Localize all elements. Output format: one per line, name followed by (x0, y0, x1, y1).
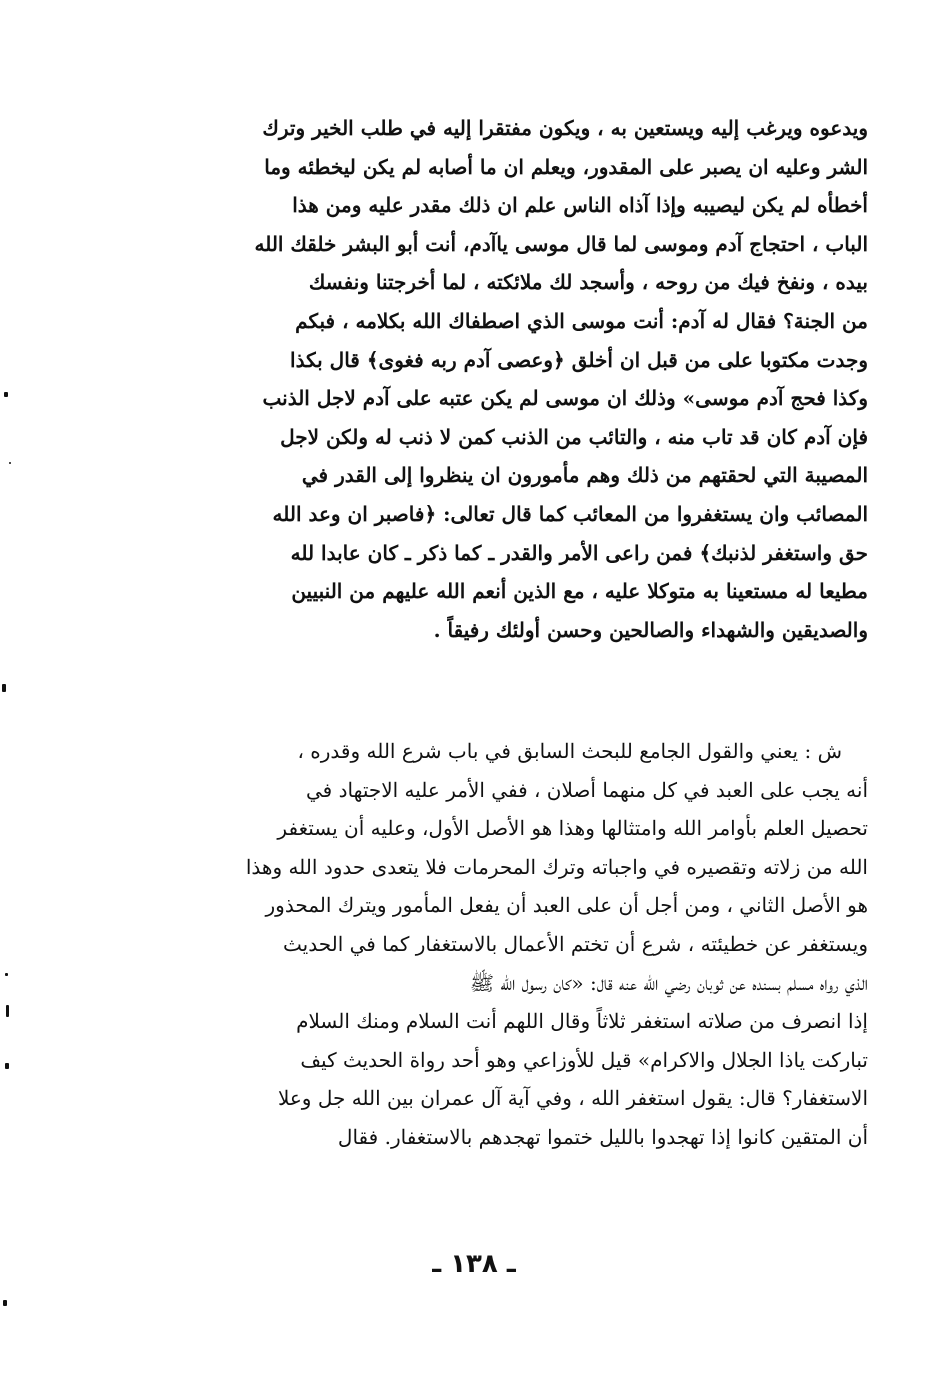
text-line: الاستغفار؟ قال: يقول استغفر الله ، وفي آية آل عمران بين الله جل وعلا (277, 1086, 868, 1111)
scan-mark (5, 973, 8, 976)
text-line: وكذا فحج آدم موسى» وذلك ان موسى لم يكن عتبه على آدم لاجل الذنب (262, 386, 868, 411)
text-line: فإن آدم كان قد تاب منه ، والتائب من الذنب كمن لا ذنب له ولكن لاجل (280, 424, 868, 449)
text-line: تحصيل العلم بأوامر الله وامتثالها وهذا هو الأصل الأول، وعليه أن يستغفر (277, 816, 868, 841)
text-line: الشر وعليه ان يصبر على المقدور، ويعلم ان ما أصابه لم يكن ليخطئه وما (264, 154, 868, 179)
scan-mark (6, 1005, 9, 1017)
text-line: من الجنة؟ فقال له آدم: أنت موسى الذي اصطفاك الله بكلامه ، فبكم (295, 308, 868, 333)
text-line: ش : يعني والقول الجامع للبحث السابق في باب شرع الله وقدره ، (297, 739, 842, 763)
text-line: والصديقين والشهداء والصالحين وحسن أولئك رفيقاً . (433, 617, 868, 642)
text-line: هو الأصل الثاني ، ومن أجل أن على العبد أن يفعل المأمور ويترك المحذور (265, 893, 868, 918)
page-number: ـ ١٣٨ ـ (432, 1249, 516, 1279)
scan-mark (4, 392, 8, 397)
text-line: الباب ، احتجاج آدم وموسى لما قال موسى ياآدم، أنت أبو البشر خلقك الله (254, 231, 868, 256)
text-line: حق واستغفر لذنبك﴾ فمن راعى الأمر والقدر ـ كما ذكر ـ كان عابدا لله (290, 540, 868, 565)
text-line: مطيعا له مستعينا به متوكلا عليه ، مع الذين أنعم الله عليهم من النبيين (291, 579, 868, 604)
paragraph-commentary (150, 732, 868, 1157)
scan-mark (5, 1063, 9, 1069)
text-line: الله من زلاته وتقصيره في واجباته وترك المحرمات فلا يتعدى حدود الله وهذا (245, 854, 868, 879)
text-line: وجدت مكتوبا على من قبل ان أخلق ﴿وعصى آدم ربه فغوى﴾ قال بكذا (290, 347, 868, 372)
text-line: المصيبة التي لحقتهم من ذلك وهم مأمورون ان ينظروا إلى القدر في (301, 463, 868, 488)
scan-mark (3, 1300, 7, 1306)
text-line: أخطأه لم يكن ليصيبه وإذا آذاه الناس علم ان ذلك مقدر عليه ومن هذا (292, 193, 868, 218)
text-line: أنه يجب على العبد في كل منهما أصلان ، ففي الأمر عليه الاجتهاد في (306, 777, 868, 802)
text-line: الذي رواه مسلم بسنده عن ثوبان رضي الله عنه قال: «كان رسول الله ﷺ (469, 970, 868, 995)
text-line: إذا انصرف من صلاته استغفر ثلاثاً وقال اللهم أنت السلام ومنك السلام (296, 1009, 868, 1034)
text-line: ويستغفر عن خطيئته ، شرع أن تختم الأعمال بالاستغفار كما في الحديث (283, 931, 868, 956)
text-line: المصائب وان يستغفروا من المعائب كما قال تعالى: ﴿فاصبر ان وعد الله (272, 501, 868, 526)
text-line: بيده ، ونفخ فيك من روحه ، وأسجد لك ملائكته ، لما أخرجتنا ونفسك (308, 270, 868, 295)
text-line: ويدعوه ويرغب إليه ويستعين به ، ويكون مفتقرا إليه في طلب الخير وترك (262, 116, 868, 140)
text-line: أن المتقين كانوا إذا تهجدوا بالليل ختموا تهجدهم بالاستغفار. فقال (337, 1124, 868, 1149)
scan-mark (9, 462, 11, 464)
paragraph-main-text (150, 109, 868, 649)
text-line: تباركت ياذا الجلال والاكرام» قيل للأوزاعي وهو أحد رواة الحديث كيف (300, 1047, 868, 1072)
scan-mark (2, 684, 6, 692)
